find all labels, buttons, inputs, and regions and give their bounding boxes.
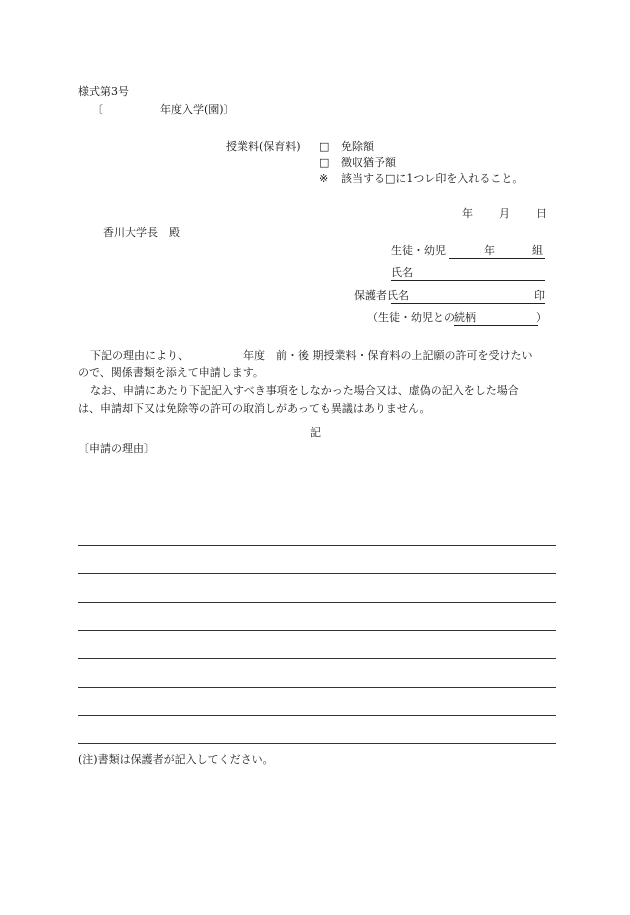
body-line1-b: 年度 前・後 期授業料・保育料の上記願の許可を受けたい <box>243 349 533 362</box>
reason-line[interactable] <box>78 602 556 603</box>
date-month: 月 <box>499 207 510 220</box>
student-class-label: 生徒・幼児 <box>391 244 446 257</box>
relation-field[interactable] <box>454 325 538 326</box>
body-line4: は、申請却下又は免除等の許可の取消しがあっても異議はありません。 <box>78 402 431 415</box>
reason-line[interactable] <box>78 630 556 631</box>
reason-line[interactable] <box>78 687 556 688</box>
checkbox-exemption[interactable]: □ <box>319 140 330 153</box>
relation-open: （生徒・幼児との <box>367 311 455 324</box>
reason-label: 〔申請の理由〕 <box>78 442 155 455</box>
student-class-kumi: 組 <box>532 244 543 257</box>
guardian-label: 保護者氏名 <box>354 289 409 302</box>
student-class-field[interactable] <box>449 258 545 259</box>
student-class-nen: 年 <box>484 244 495 257</box>
checkbox-instruction: 該当する□に1つレ印を入れること。 <box>341 172 524 185</box>
reason-line[interactable] <box>78 658 556 659</box>
name-field[interactable] <box>391 280 545 281</box>
checkbox-deferral[interactable]: □ <box>319 156 330 169</box>
reason-line[interactable] <box>78 743 556 744</box>
guardian-name-field[interactable] <box>391 303 545 304</box>
reason-line[interactable] <box>78 715 556 716</box>
addressee: 香川大学長 殿 <box>103 226 180 239</box>
form-number: 様式第3号 <box>78 85 129 98</box>
date-year: 年 <box>462 207 473 220</box>
body-line1-a: 下記の理由により、 <box>90 349 189 362</box>
year-open-bracket: 〔 <box>92 103 103 116</box>
ki-heading: 記 <box>310 426 321 439</box>
reason-line[interactable] <box>78 573 556 574</box>
relation-label: 続柄 <box>454 311 476 324</box>
date-day: 日 <box>536 207 547 220</box>
option-deferral-label: 徴収猶予額 <box>341 156 396 169</box>
seal-mark: 印 <box>534 289 545 302</box>
body-line3: なお、申請にあたり下記記入すべき事項をしなかった場合又は、虚偽の記入をした場合 <box>90 384 519 397</box>
note-mark: ※ <box>319 172 329 185</box>
tuition-label: 授業料(保育料) <box>226 140 301 153</box>
option-exemption-label: 免除額 <box>341 140 374 153</box>
name-label: 氏名 <box>391 266 413 279</box>
reason-line[interactable] <box>78 545 556 546</box>
relation-close: ） <box>536 311 547 324</box>
year-admission-label: 年度入学(園)〕 <box>160 103 235 116</box>
footnote: (注)書類は保護者が記入してください。 <box>78 753 274 766</box>
body-line2: ので、関係書類を添えて申請します。 <box>78 366 264 379</box>
